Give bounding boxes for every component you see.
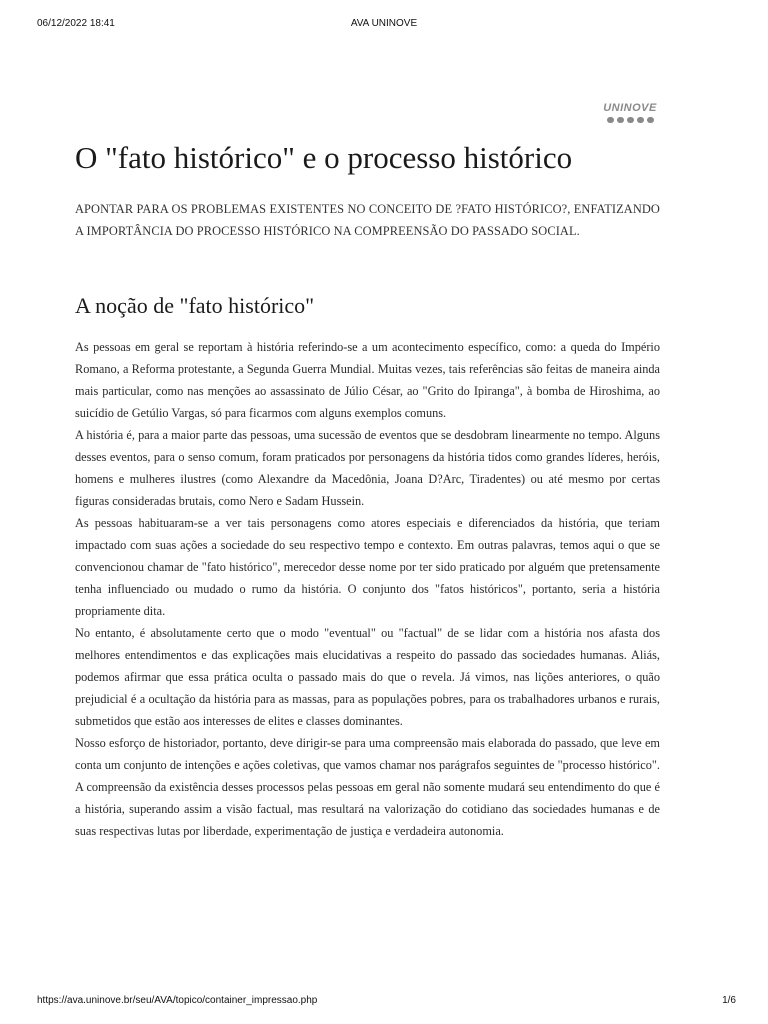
- print-site-title: AVA UNINOVE: [350, 18, 418, 29]
- print-footer: [0, 995, 768, 1009]
- logo-dots-icon: [600, 117, 660, 123]
- print-datetime: 06/12/2022 18:41: [37, 18, 115, 29]
- article-body: [75, 336, 660, 842]
- logo-text: UNINOVE: [603, 102, 657, 114]
- paragraph: No entanto, é absolutamente certo que o modo "eventual" ou "factual" de se lidar com a história nos afasta dos melhores entendimentos e das explicações mais elucidativas a respeito do passado das sociedades humanas. Aliás, podemos afirmar que essa prática oculta o passado mais do que o revela. Já vimos, nas lições anteriores, o quão prejudicial é a ocultação da história para as massas, para as populações pobres, para os trabalhadores urbanos e rurais, submetidos que estão aos interesses de elites e classes dominantes.: [75, 626, 660, 728]
- paragraph: As pessoas habituaram-se a ver tais personagens como atores especiais e diferenciados da história, que teriam impactado com suas ações a sociedade do seu respectivo tempo e contexto. Em outras palavras, temos aqui o que se convencionou chamar de "fato histórico", merecedor desse nome por ter sido praticado por alguém que pretensamente tenha influenciado ou mudado o rumo da história. O conjunto dos "fatos históricos", portanto, seria a história propriamente dita.: [75, 516, 660, 618]
- paragraph: A história é, para a maior parte das pessoas, uma sucessão de eventos que se desdobram linearmente no tempo. Alguns desses eventos, para o senso comum, foram praticados por personagens da história tidos como grandes líderes, heróis, homens e mulheres ilustres (como Alexandre da Macedônia, Joana D?Arc, Tiradentes) ou até mesmo por certas figuras consideradas brutais, como Nero e Sadam Hussein.: [75, 428, 660, 508]
- page-title: O "fato histórico" e o processo histórico: [75, 140, 573, 175]
- paragraph: As pessoas em geral se reportam à história referindo-se a um acontecimento específico, como: a queda do Império Romano, a Reforma protestante, a Segunda Guerra Mundial. Muitas vezes, tais referências são feitas de maneira ainda mais particular, como nas menções ao assassinato de Júlio César, ao "Grito do Ipiranga", à bomba de Hiroshima, ao suicídio de Getúlio Vargas, só para ficarmos com alguns exemplos comuns.: [75, 340, 660, 420]
- print-url: https://ava.uninove.br/seu/AVA/topico/container_impressao.php: [37, 995, 318, 1006]
- page-subtitle: APONTAR PARA OS PROBLEMAS EXISTENTES NO CONCEITO DE ?FATO HISTÓRICO?, ENFATIZANDO A IMPORTÂNCIA DO PROCESSO HISTÓRICO NA COMPREENSÃO DO PASSADO SOCIAL.: [75, 202, 660, 238]
- page-number: 1/6: [722, 995, 736, 1006]
- article: [75, 140, 660, 842]
- section-heading: A noção de "fato histórico": [75, 293, 315, 318]
- paragraph: Nosso esforço de historiador, portanto, deve dirigir-se para uma compreensão mais elaborada do passado, que leve em conta um conjunto de intenções e ações coletivas, que vamos chamar nos parágrafos seguintes de "processo histórico". A compreensão da existência desses processos pelas pessoas em geral não somente mudará seu entendimento do que é a história, superando assim a visão factual, mas resultará na valorização do cotidiano das sociedades humanas e de suas respectivas lutas por liberdade, experimentação de justiça e verdadeira autonomia.: [75, 736, 660, 838]
- uninove-logo: [600, 102, 660, 123]
- print-header: [0, 18, 768, 32]
